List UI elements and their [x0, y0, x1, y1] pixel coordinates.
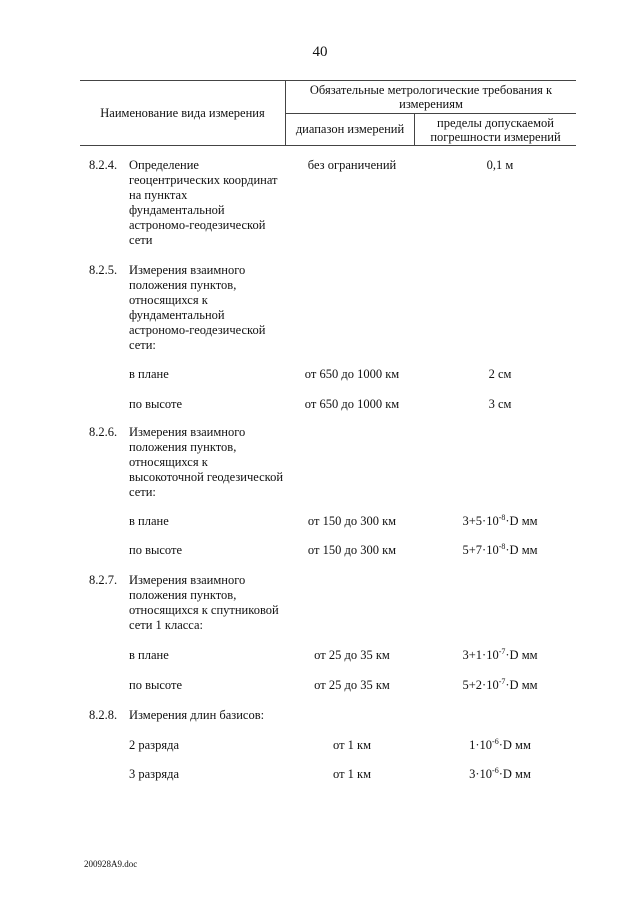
sub-label: 2 разряда — [129, 738, 180, 752]
sub-label: в плане — [129, 514, 169, 528]
sub-label: по высоте — [129, 397, 183, 411]
error-value — [420, 648, 580, 663]
header-error-column: пределы допускаемой погрешности измерений — [430, 115, 561, 144]
error-exponent: -8 — [498, 513, 506, 522]
item-number: 8.2.5. — [89, 263, 118, 277]
error-base: 5+2·10 — [462, 678, 499, 692]
error-value — [420, 738, 580, 753]
range-value: от 650 до 1000 км — [304, 367, 400, 381]
range-value: без ограничений — [307, 158, 397, 172]
error-unit: ·D мм — [505, 678, 538, 692]
item-number: 8.2.6. — [89, 425, 118, 439]
error-value: 0,1 м — [486, 158, 514, 172]
table-header — [80, 80, 576, 146]
item-number: 8.2.4. — [89, 158, 118, 172]
error-exponent: -6 — [492, 737, 499, 746]
page-number: 40 — [312, 44, 328, 60]
range-value: от 150 до 300 км — [307, 514, 397, 528]
error-value — [420, 543, 580, 558]
header-range-column: диапазон измерений — [295, 122, 405, 136]
error-base: 3+5·10 — [462, 514, 499, 528]
error-exponent: -8 — [498, 542, 506, 551]
error-unit: ·D мм — [498, 767, 531, 781]
sub-label: 3 разряда — [129, 767, 180, 781]
range-value: от 1 км — [332, 767, 372, 781]
error-value — [420, 678, 580, 693]
sub-label: по высоте — [129, 678, 183, 692]
item-number: 8.2.8. — [89, 708, 118, 722]
sub-label: по высоте — [129, 543, 183, 557]
item-number: 8.2.7. — [89, 573, 118, 587]
sub-label: в плане — [129, 367, 169, 381]
error-base: 3·10 — [469, 767, 493, 781]
error-exponent: -7 — [498, 647, 506, 656]
error-unit: ·D мм — [498, 738, 531, 752]
range-value: от 25 до 35 км — [314, 648, 390, 662]
range-value: от 25 до 35 км — [314, 678, 390, 692]
document-filename: 200928A9.doc — [84, 859, 138, 869]
item-name: Определение геоцентрических координат на пунктах фундаментальной астрономо-геодезической сети — [129, 158, 278, 247]
header-requirements: Обязательные метрологические требования к измерениям — [309, 83, 553, 111]
range-value: от 1 км — [332, 738, 372, 752]
item-name: Измерения взаимного положения пунктов, относящихся к фундаментальной астрономо-геодезической сети: — [129, 263, 266, 352]
error-unit: ·D мм — [505, 543, 538, 557]
error-base: 5+7·10 — [462, 543, 499, 557]
sub-label: в плане — [129, 648, 169, 662]
item-name: Измерения взаимного положения пунктов, относящихся к спутниковой сети 1 класса: — [129, 573, 279, 632]
error-exponent: -6 — [492, 766, 499, 775]
error-base: 1·10 — [469, 738, 493, 752]
item-name: Измерения взаимного положения пунктов, относящихся к высокоточной геодезической сети: — [129, 425, 284, 499]
error-base: 3+1·10 — [462, 648, 499, 662]
error-exponent: -7 — [498, 677, 506, 686]
error-value — [420, 514, 580, 529]
item-name: Измерения длин базисов: — [129, 708, 265, 722]
error-value — [420, 767, 580, 782]
header-name-column: Наименование вида измерения — [100, 105, 265, 120]
range-value: от 150 до 300 км — [307, 543, 397, 557]
error-value: 2 см — [488, 367, 512, 381]
range-value: от 650 до 1000 км — [304, 397, 400, 411]
error-unit: ·D мм — [505, 514, 538, 528]
error-unit: ·D мм — [505, 648, 538, 662]
error-value: 3 см — [488, 397, 512, 411]
